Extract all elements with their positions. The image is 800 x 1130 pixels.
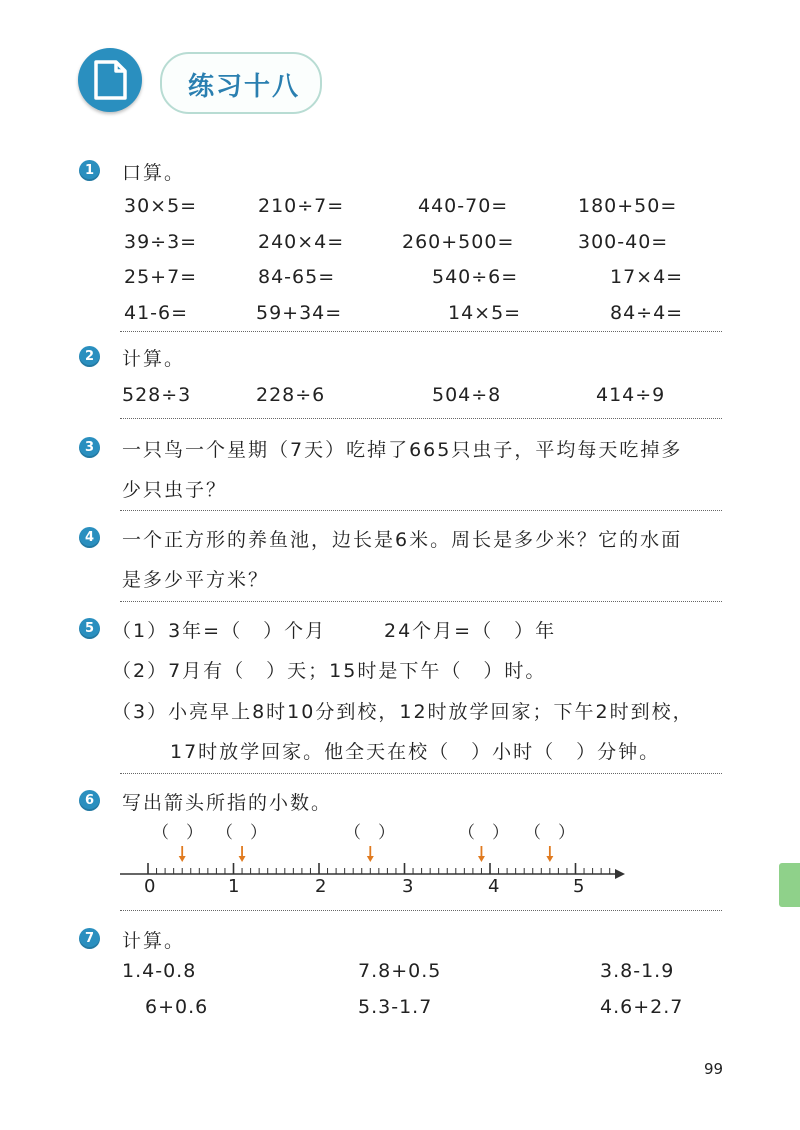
document-icon — [78, 48, 142, 112]
exercise-number-4: 4 — [79, 527, 100, 548]
mental-item: 180+50= — [578, 195, 678, 217]
decimal-item: 1.4-0.8 — [122, 960, 197, 982]
decimal-item: 3.8-1.9 — [600, 960, 675, 982]
answer-blank: （ ） — [458, 823, 509, 843]
conversion-question: （2）7月有（ ）天；15时是下午（ ）时。 — [112, 660, 547, 682]
mental-item: 17×4= — [610, 266, 684, 288]
answer-blank: （ ） — [216, 823, 267, 843]
exercise-number-1: 1 — [79, 160, 100, 181]
pointer-arrow-icon — [478, 856, 485, 862]
division-item: 414÷9 — [596, 384, 666, 406]
exercise-number-3: 3 — [79, 437, 100, 458]
divider — [120, 601, 722, 602]
pointer-arrow-icon — [239, 856, 246, 862]
decimal-item: 5.3-1.7 — [358, 996, 433, 1018]
number-line-figure — [110, 812, 640, 902]
side-tab — [779, 863, 800, 907]
exercise-number-7: 7 — [79, 928, 100, 949]
title-pill — [160, 52, 322, 114]
division-item: 504÷8 — [432, 384, 502, 406]
exercise-number-5: 5 — [79, 618, 100, 639]
division-item: 228÷6 — [256, 384, 326, 406]
axis-arrowhead — [615, 869, 625, 879]
divider — [120, 910, 722, 911]
word-problem-line: 一只鸟一个星期（7天）吃掉了665只虫子，平均每天吃掉多 — [122, 439, 683, 461]
word-problem-line: 是多少平方米？ — [122, 569, 270, 591]
exercise-7-instruction: 计算。 — [122, 930, 186, 952]
mental-item: 84÷4= — [610, 302, 684, 324]
conversion-question: 24个月=（ ）年 — [384, 620, 557, 642]
answer-blank: （ ） — [152, 823, 203, 843]
pointer-arrow-icon — [179, 856, 186, 862]
decimal-item: 6+0.6 — [145, 996, 209, 1018]
mental-item: 59+34= — [256, 302, 343, 324]
tick-label: 3 — [402, 876, 414, 897]
mental-item: 210÷7= — [258, 195, 345, 217]
mental-item: 260+500= — [402, 231, 515, 253]
page-number: 99 — [704, 1060, 724, 1078]
mental-item: 240×4= — [258, 231, 345, 253]
tick-label: 0 — [144, 876, 156, 897]
number-line — [110, 812, 640, 902]
tick-label: 2 — [315, 876, 327, 897]
answer-blank: （ ） — [524, 823, 575, 843]
mental-item: 25+7= — [124, 266, 198, 288]
divider — [120, 331, 722, 332]
mental-item: 300-40= — [578, 231, 669, 253]
mental-item: 440-70= — [418, 195, 509, 217]
exercise-6-instruction: 写出箭头所指的小数。 — [122, 792, 333, 814]
divider — [120, 510, 722, 511]
divider — [120, 418, 722, 419]
exercise-number-2: 2 — [79, 346, 100, 367]
mental-item: 14×5= — [448, 302, 522, 324]
exercise-2-instruction: 计算。 — [122, 348, 186, 370]
answer-blank: （ ） — [344, 823, 395, 843]
conversion-question: 17时放学回家。他全天在校（ ）小时（ ）分钟。 — [170, 741, 661, 763]
word-problem-line: 一个正方形的养鱼池，边长是6米。周长是多少米？它的水面 — [122, 529, 683, 551]
tick-label: 5 — [573, 876, 585, 897]
page-title: 练习十八 — [188, 72, 301, 102]
word-problem-line: 少只虫子？ — [122, 479, 228, 501]
conversion-question: （1）3年=（ ）个月 — [112, 620, 327, 642]
mental-item: 540÷6= — [432, 266, 519, 288]
conversion-question: （3）小亮早上8时10分到校，12时放学回家；下午2时到校， — [112, 701, 694, 723]
decimal-item: 7.8+0.5 — [358, 960, 442, 982]
exercise-1-instruction: 口算。 — [122, 162, 186, 184]
tick-label: 1 — [228, 876, 240, 897]
mental-item: 39÷3= — [124, 231, 198, 253]
mental-item: 41-6= — [124, 302, 189, 324]
mental-item: 84-65= — [258, 266, 336, 288]
divider — [120, 773, 722, 774]
pointer-arrow-icon — [546, 856, 553, 862]
pointer-arrow-icon — [367, 856, 374, 862]
mental-item: 30×5= — [124, 195, 198, 217]
tick-label: 4 — [488, 876, 500, 897]
exercise-number-6: 6 — [79, 790, 100, 811]
division-item: 528÷3 — [122, 384, 192, 406]
decimal-item: 4.6+2.7 — [600, 996, 684, 1018]
